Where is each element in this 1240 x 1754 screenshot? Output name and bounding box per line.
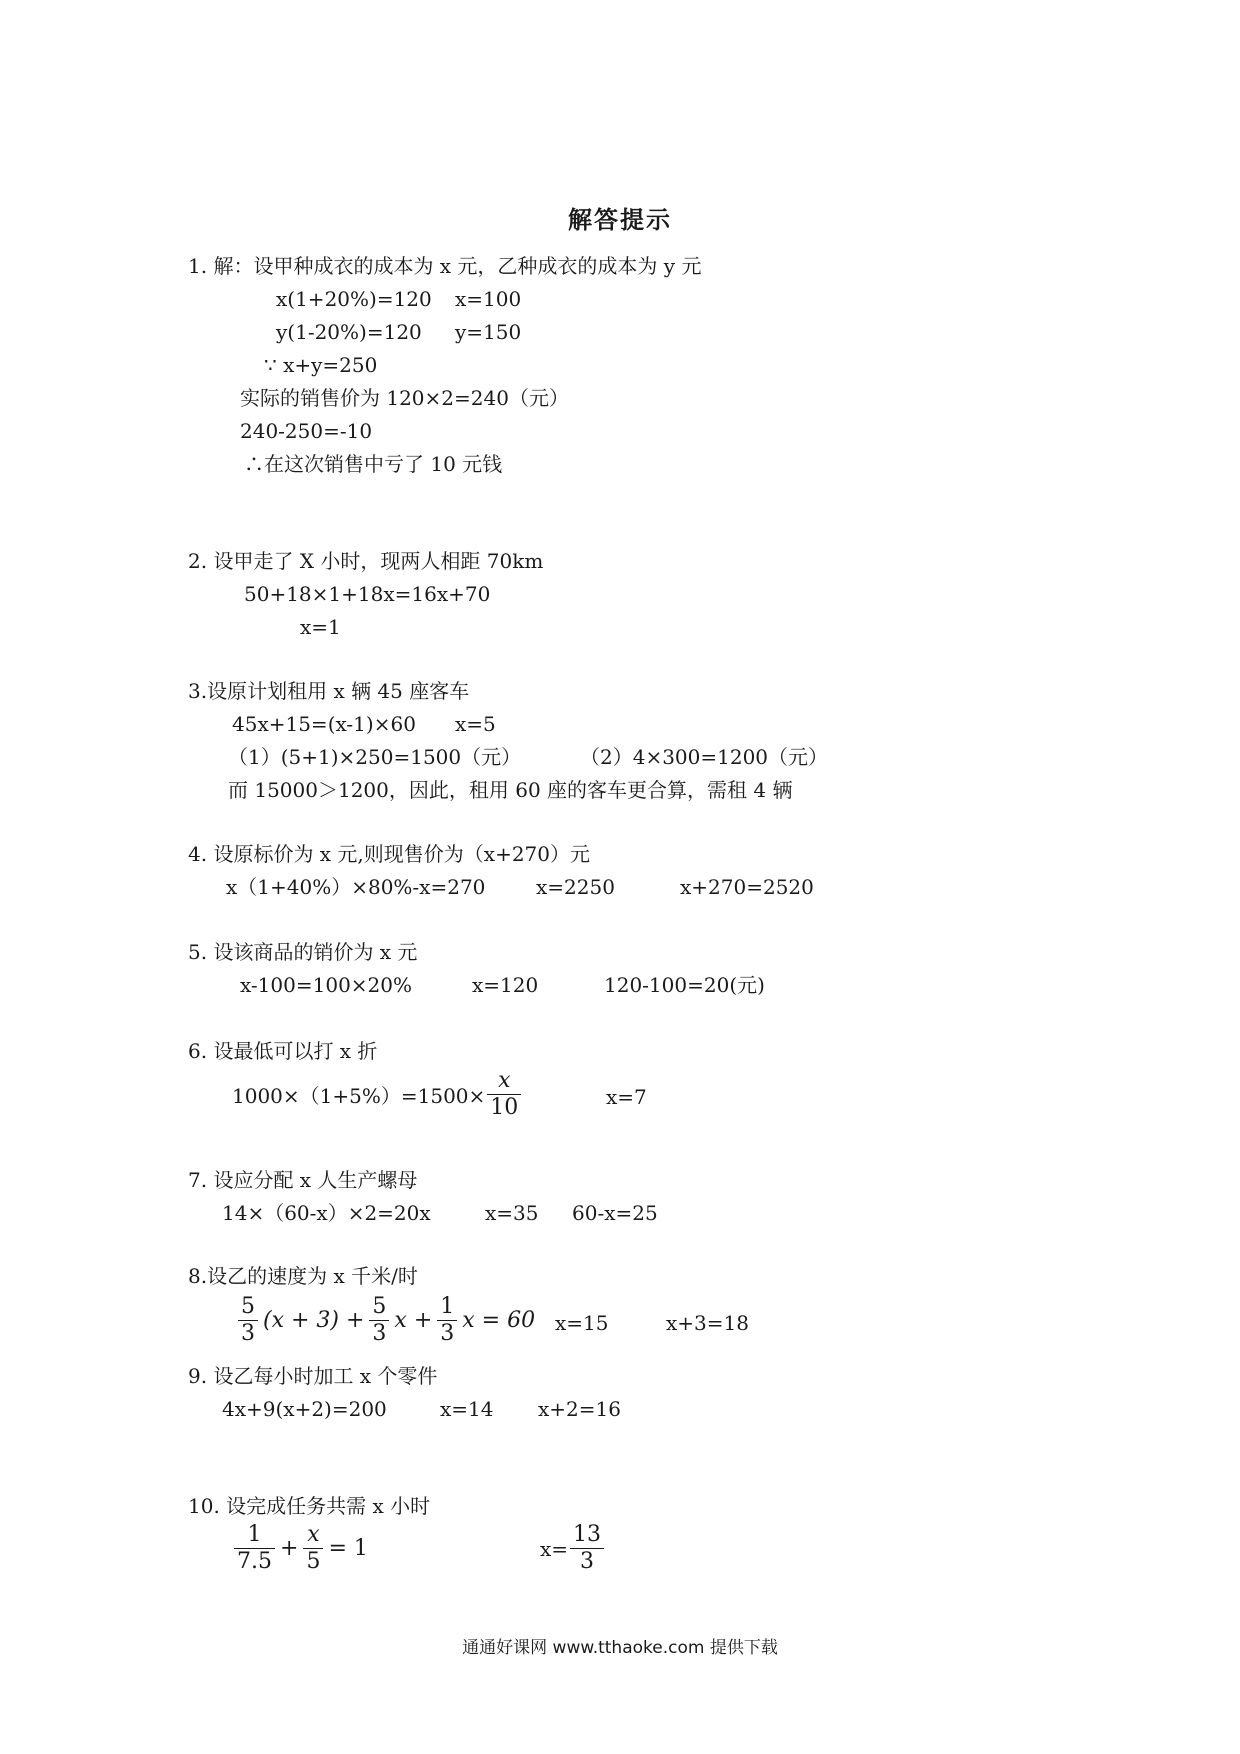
q9-result: x+2=16 xyxy=(538,1397,621,1421)
q8-frac-3 xyxy=(437,1294,457,1347)
q6-statement: 6. 设最低可以打 x 折 xyxy=(188,1039,378,1063)
q2-equation: 50+18×1+18x=16x+70 xyxy=(244,582,491,606)
q1-eq1: x(1+20%)=120 xyxy=(276,287,432,311)
q10-answer-den: 3 xyxy=(580,1549,595,1574)
q1-sale-price: 实际的销售价为 120×2=240（元） xyxy=(240,386,569,410)
q8-frac-1 xyxy=(238,1294,258,1347)
q10-equation xyxy=(232,1522,371,1575)
q5-profit: 120-100=20(元) xyxy=(604,973,765,997)
q7-result: 60-x=25 xyxy=(572,1201,658,1225)
q1-because: ∵ x+y=250 xyxy=(264,353,378,377)
q6-equation xyxy=(232,1068,523,1121)
q8-frac-1-den: 3 xyxy=(241,1321,255,1346)
q1-eq1-answer: x=100 xyxy=(455,287,522,311)
q8-frac-3-den: 3 xyxy=(440,1321,455,1346)
q8-result: x+3=18 xyxy=(666,1311,749,1335)
q6-fraction xyxy=(487,1068,521,1121)
q9-statement: 9. 设乙每小时加工 x 个零件 xyxy=(188,1364,438,1388)
q7-statement: 7. 设应分配 x 人生产螺母 xyxy=(188,1168,418,1192)
q9-equation: 4x+9(x+2)=200 xyxy=(222,1397,387,1421)
q8-term-2: x + xyxy=(394,1308,433,1333)
q6-frac-den: 10 xyxy=(490,1095,519,1120)
q10-frac-2 xyxy=(303,1522,323,1575)
q4-answer: x=2250 xyxy=(536,875,615,899)
q7-equation: 14×（60-x）×2=20x xyxy=(222,1201,431,1225)
q10-plus: + xyxy=(280,1536,299,1561)
q10-statement: 10. 设完成任务共需 x 小时 xyxy=(188,1494,431,1518)
q4-price: x+270=2520 xyxy=(680,875,814,899)
q4-equation: x（1+40%）×80%-x=270 xyxy=(226,875,486,899)
q10-frac-1-den: 7.5 xyxy=(237,1549,272,1574)
q3-option1: （1）(5+1)×250=1500（元） xyxy=(228,745,522,769)
q8-term-1: (x + 3) + xyxy=(263,1308,365,1333)
q6-answer: x=7 xyxy=(606,1085,647,1109)
q10-frac-2-num: x xyxy=(303,1522,323,1549)
q8-answer: x=15 xyxy=(555,1311,609,1335)
q1-difference: 240-250=-10 xyxy=(240,419,373,443)
q8-statement: 8.设乙的速度为 x 千米/时 xyxy=(188,1264,418,1288)
q2-statement: 2. 设甲走了 X 小时，现两人相距 70km xyxy=(188,549,544,573)
q3-equation: 45x+15=(x-1)×60 xyxy=(232,712,416,736)
q3-answer: x=5 xyxy=(455,712,496,736)
q5-answer: x=120 xyxy=(472,973,539,997)
q10-answer-prefix: x= xyxy=(540,1536,569,1561)
q8-frac-1-num: 5 xyxy=(238,1294,258,1321)
q9-answer: x=14 xyxy=(440,1397,494,1421)
q7-answer: x=35 xyxy=(485,1201,539,1225)
q3-option2: （2）4×300=1200（元） xyxy=(580,745,829,769)
q1-conclusion: ∴在这次销售中亏了 10 元钱 xyxy=(244,452,503,476)
q10-answer-num: 13 xyxy=(570,1522,604,1549)
q8-term-3: x = 60 xyxy=(462,1308,536,1333)
q10-equals: = 1 xyxy=(328,1536,368,1561)
q8-equation xyxy=(236,1294,538,1347)
q4-statement: 4. 设原标价为 x 元,则现售价为（x+270）元 xyxy=(188,842,591,866)
q6-frac-num: x xyxy=(487,1068,521,1095)
q5-equation: x-100=100×20% xyxy=(240,973,413,997)
q10-frac-1 xyxy=(234,1522,275,1575)
q10-answer xyxy=(540,1522,606,1575)
page-footer: 通通好课网 www.tthaoke.com 提供下载 xyxy=(462,1638,778,1658)
q10-frac-1-num: 1 xyxy=(234,1522,275,1549)
q3-statement: 3.设原计划租用 x 辆 45 座客车 xyxy=(188,679,470,703)
q8-frac-2-den: 3 xyxy=(372,1321,387,1346)
q8-frac-2-num: 5 xyxy=(369,1294,389,1321)
q10-frac-2-den: 5 xyxy=(306,1549,321,1574)
page-title: 解答提示 xyxy=(568,205,672,234)
q1-statement: 1. 解：设甲种成衣的成本为 x 元，乙种成衣的成本为 y 元 xyxy=(188,254,702,278)
q10-answer-frac xyxy=(570,1522,604,1575)
q6-eq-left: 1000×（1+5%）=1500× xyxy=(232,1084,486,1108)
q8-frac-2 xyxy=(369,1294,389,1347)
q2-answer: x=1 xyxy=(300,615,341,639)
q3-conclusion: 而 15000＞1200，因此，租用 60 座的客车更合算，需租 4 辆 xyxy=(228,778,793,802)
q5-statement: 5. 设该商品的销价为 x 元 xyxy=(188,940,418,964)
q1-eq2-answer: y=150 xyxy=(455,320,522,344)
q1-eq2: y(1-20%)=120 xyxy=(276,320,422,344)
q8-frac-3-num: 1 xyxy=(437,1294,457,1321)
